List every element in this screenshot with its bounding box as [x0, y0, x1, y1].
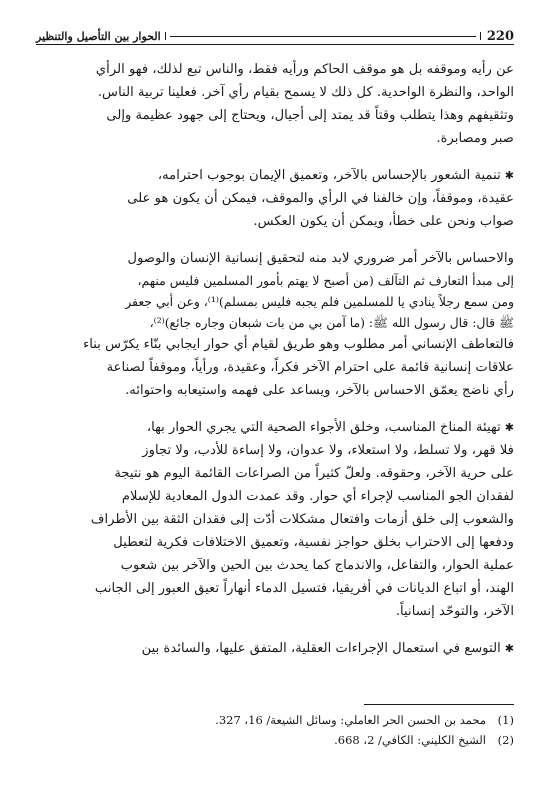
line-text: لفقدان الجو المناسب لإجراء أي حوار. وقد عمدت الدول المعادية للإسلام: [121, 489, 514, 504]
paragraph: [36, 637, 514, 660]
text-line: [36, 164, 514, 187]
text-line: [36, 210, 514, 233]
text-line: [36, 577, 514, 600]
text-line: [36, 270, 514, 291]
line-text: فالتعاطف الإنساني أمر مطلوب وهو طريق لقيام أي حوار ايجابي بنّاء يكرّس بناء: [83, 337, 514, 352]
page-number: 220: [486, 28, 514, 44]
header-tick: [480, 32, 481, 40]
text-line: [36, 416, 514, 439]
text-line: [36, 356, 514, 379]
line-text: إلى مبدأ التعارف ثم التآلف (من أصبح لا يهتم بأمور المسلمين فليس منهم،: [137, 273, 514, 288]
header-tick: [165, 32, 166, 40]
text-line: [36, 462, 514, 485]
text-line: [36, 600, 514, 623]
line-text: ومن سمع رجلاً ينادي يا للمسلمين فلم يجبه فليس بمسلم)⁽¹⁾، وعن أبي جعفر: [125, 294, 514, 309]
paragraph: [36, 58, 514, 150]
text-line: [36, 637, 514, 660]
text-line: [36, 554, 514, 577]
asterisk-bullet-icon: ✱: [504, 169, 514, 182]
header-underline: [36, 44, 514, 45]
footnote-separator: [364, 704, 514, 705]
paragraph: [36, 164, 514, 233]
text-line: [36, 312, 514, 333]
footnote-number: (2): [497, 733, 514, 747]
paragraph: [36, 247, 514, 402]
footnotes: [36, 710, 514, 750]
page-header: [36, 26, 514, 46]
asterisk-bullet-icon: ✱: [504, 421, 514, 434]
line-text: والاحساس بالآخر أمر ضروري لابد منه لتحقيق إنسانية الإنسان والوصول: [127, 251, 514, 266]
text-line: [36, 333, 514, 356]
page-body: [36, 58, 514, 660]
text-line: [36, 187, 514, 210]
line-text: صبر ومصابرة.: [436, 131, 514, 146]
text-line: [36, 379, 514, 402]
paragraph-gap: [36, 233, 514, 247]
line-text: التوسع في استعمال الإجراءات العقلية، المتفق عليها، والسائدة بين: [141, 641, 501, 656]
line-text: على حرية الآخر، وحقوقه. ولعلّ كثيراً من الصراعات القائمة اليوم هو نتيجة: [114, 466, 514, 481]
line-text: ﷺ قال: قال رسول الله ﷺ: (ما آمن بي من بات شبعان وجاره جائع)⁽²⁾،: [149, 315, 514, 330]
line-text: رأي ناضج يعمّق الاحساس بالآخر، ويساعد على فهمه واستيعابه واحتوائه.: [125, 383, 514, 398]
running-title: الحوار بين التأصيل والتنظير: [36, 29, 161, 43]
text-line: [36, 531, 514, 554]
text-line: [36, 127, 514, 150]
text-line: [36, 508, 514, 531]
paragraph-gap: [36, 402, 514, 416]
text-line: [36, 104, 514, 127]
paragraph: [36, 416, 514, 623]
footnote: [36, 730, 514, 750]
line-text: والشعوب إلى خلق أزمات وافتعال مشكلات أدّت إلى فقدان الثقة بين الأطراف: [90, 512, 514, 527]
text-line: [36, 58, 514, 81]
line-text: الآخر، والتوحّد إنسانياً.: [395, 604, 514, 619]
text-line: [36, 81, 514, 104]
footnote-number: (1): [497, 713, 514, 727]
line-text: عقيدة، وموقفاً، وإن خالفنا في الرأي والموقف، فيمكن أن يكون هو على: [127, 191, 514, 206]
line-text: الهند، أو اتباع الديانات في أفريقيا، فتسيل الدماء أنهاراً تعيق العبور إلى الجانب: [94, 581, 514, 596]
footnote: [36, 710, 514, 730]
paragraph-gap: [36, 150, 514, 164]
text-line: [36, 439, 514, 462]
line-text: الواحد، والنظرة الواحدية. كل ذلك لا يسمح بقيام رأي آخر. فعلينا تربية الناس.: [97, 85, 514, 100]
text-line: [36, 291, 514, 312]
footnote-text: محمد بن الحسن الحر العاملي: وسائل الشيعة/ 16، 327.: [215, 713, 486, 727]
line-text: تهيئة المناخ المناسب، وخلق الأجواء الصحية التي يجري الحوار بها،: [146, 420, 501, 435]
line-text: وتثقيفهم وهذا يتطلب وقتاً قد يمتد إلى أجيال، ويحتاج إلى جهود عظيمة وإلى: [106, 108, 514, 123]
footnote-text: الشيخ الكليني: الكافي/ 2، 668.: [334, 733, 486, 747]
line-text: ودفعها إلى الاحتراب بخلق حواجز نفسية، وتعميق الاختلافات فكرية لتعطيل: [113, 535, 514, 550]
text-line: [36, 247, 514, 270]
line-text: فلا قهر، ولا تسلط، ولا استعلاء، ولا عدوان، ولا إساءة للأدب، ولا تجاوز: [142, 443, 514, 458]
asterisk-bullet-icon: ✱: [504, 642, 514, 655]
line-text: صواب ونحن على خطأ، ويمكن أن يكون العكس.: [253, 214, 514, 229]
paragraph-gap: [36, 623, 514, 637]
line-text: عن رأيه وموقفه بل هو موقف الحاكم ورأيه فقط، والناس تبع لذلك، فهو الرأي: [95, 62, 514, 77]
line-text: علاقات إنسانية قائمة على احترام الآخر فكراً، وعقيدة، ورأياً، وموقفاً لصناعة: [106, 360, 514, 375]
line-text: عملية الحوار، والتفاعل، والاندماج كما يحدث بين الحين والآخر بين شعوب: [120, 558, 514, 573]
line-text: تنمية الشعور بالإحساس بالآخر، وتعميق الإيمان بوجوب احترامه،: [157, 168, 501, 183]
text-line: [36, 485, 514, 508]
header-rule: [170, 36, 476, 37]
